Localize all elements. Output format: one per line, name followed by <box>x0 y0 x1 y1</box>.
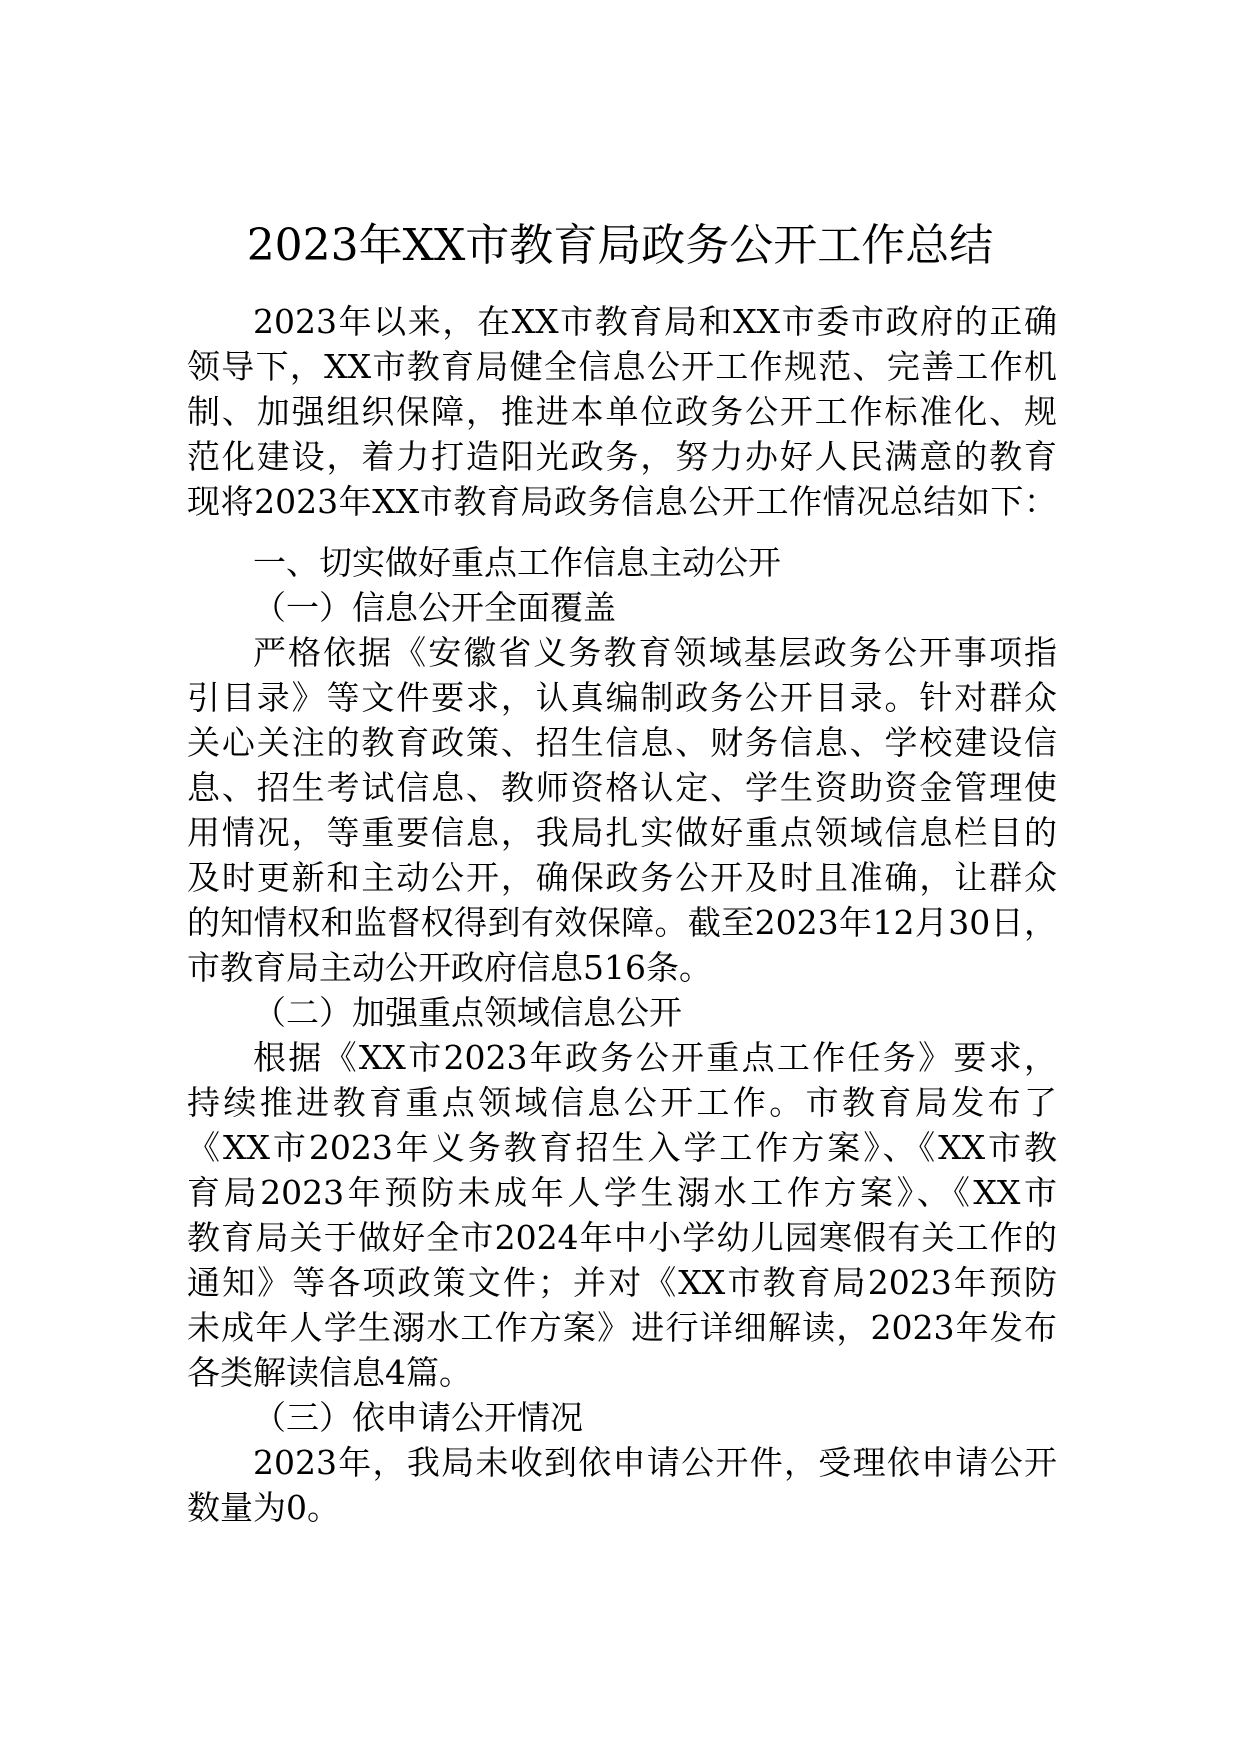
paragraph-line: 关心关注的教育政策、招生信息、财务信息、学校建设信 <box>187 723 1057 762</box>
subsection-heading: （二）加强重点领域信息公开 <box>253 993 682 1032</box>
paragraph-line: 数量为0。 <box>187 1488 340 1527</box>
paragraph-line: 严格依据《安徽省义务教育领域基层政务公开事项指 <box>253 633 1057 672</box>
paragraph-line: 息、招生考试信息、教师资格认定、学生资助资金管理使 <box>187 768 1057 807</box>
intro-paragraph <box>187 299 1057 524</box>
paragraph-line: 2023年，我局未收到依申请公开件，受理依申请公开 <box>253 1443 1057 1482</box>
subsection-paragraph <box>187 1440 1057 1530</box>
paragraph-line: 及时更新和主动公开，确保政务公开及时且准确，让群众 <box>187 858 1057 897</box>
paragraph-line: 《XX市2023年义务教育招生入学工作方案》、《XX市教 <box>187 1128 1057 1167</box>
paragraph-line: 现将2023年XX市教育局政务信息公开工作情况总结如下： <box>187 482 1057 521</box>
paragraph-line: 各类解读信息4篇。 <box>187 1353 472 1392</box>
subsection-paragraph <box>187 630 1057 990</box>
paragraph-line: 范化建设，着力打造阳光政务，努力办好人民满意的教育 <box>187 437 1057 476</box>
paragraph-line: 制、加强组织保障，推进本单位政务公开工作标准化、规 <box>187 392 1057 431</box>
paragraph-line: 通知》等各项政策文件；并对《XX市教育局2023年预防 <box>187 1263 1057 1302</box>
paragraph-line: 领导下，XX市教育局健全信息公开工作规范、完善工作机 <box>187 347 1057 386</box>
subsection-heading: （三）依申请公开情况 <box>253 1398 583 1437</box>
subsection-paragraph <box>187 1035 1057 1395</box>
paragraph-line: 的知情权和监督权得到有效保障。截至2023年12月30日， <box>187 903 1057 942</box>
paragraph-line: 根据《XX市2023年政务公开重点工作任务》要求， <box>253 1038 1057 1077</box>
subsection-heading: （一）信息公开全面覆盖 <box>253 588 616 627</box>
paragraph-line: 引目录》等文件要求，认真编制政务公开目录。针对群众 <box>187 678 1057 717</box>
paragraph-line: 育局2023年预防未成年人学生溺水工作方案》、《XX市 <box>187 1173 1057 1212</box>
paragraph-line: 持续推进教育重点领域信息公开工作。市教育局发布了 <box>187 1083 1057 1122</box>
section-heading: 一、切实做好重点工作信息主动公开 <box>253 543 781 582</box>
paragraph-line: 未成年人学生溺水工作方案》进行详细解读，2023年发布 <box>187 1308 1057 1347</box>
document-title: 2023年XX市教育局政务公开工作总结 <box>246 220 994 271</box>
paragraph-line: 用情况，等重要信息，我局扎实做好重点领域信息栏目的 <box>187 813 1057 852</box>
paragraph-line: 2023年以来，在XX市教育局和XX市委市政府的正确 <box>253 302 1057 341</box>
paragraph-line: 市教育局主动公开政府信息516条。 <box>187 948 712 987</box>
paragraph-line: 教育局关于做好全市2024年中小学幼儿园寒假有关工作的 <box>187 1218 1057 1257</box>
